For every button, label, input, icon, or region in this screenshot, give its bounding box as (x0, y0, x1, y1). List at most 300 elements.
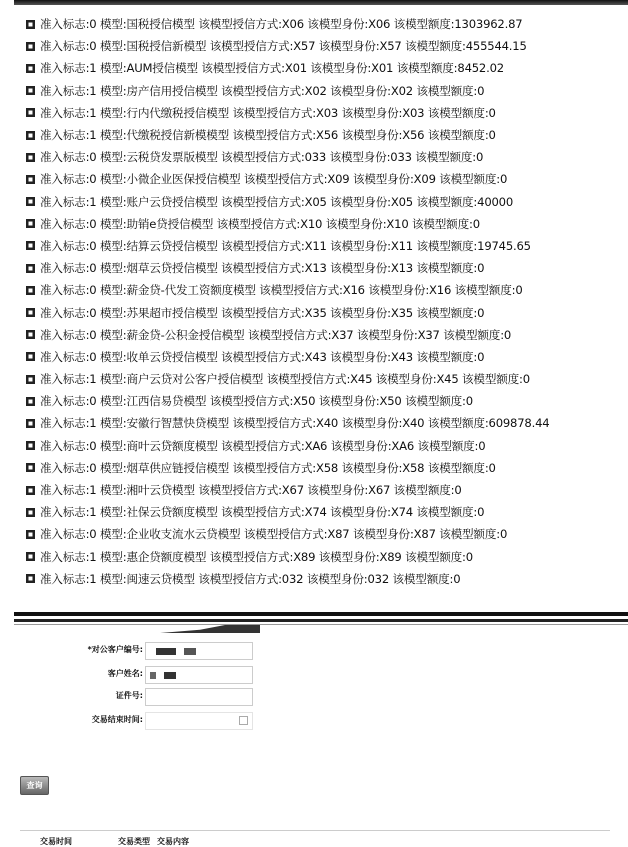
amount-value: 0 (499, 527, 508, 542)
flag-value: 1 (89, 61, 97, 76)
method-value: X02 (304, 83, 327, 98)
redacted-value (156, 648, 176, 655)
flag-value: 0 (89, 150, 97, 165)
divider (14, 612, 628, 616)
model-name: 国税授信模型 (126, 17, 195, 32)
method-label: 该模型授信方式: (229, 416, 316, 431)
square-bullet-icon (26, 552, 35, 561)
amount-label: 该模型额度: (389, 571, 454, 586)
amount-value: 455544.15 (465, 39, 527, 54)
identity-value: X40 (402, 416, 425, 431)
model-label: 模型: (96, 327, 127, 342)
identity-value: X03 (402, 105, 425, 120)
identity-label: 该模型身份: (315, 39, 380, 54)
flag-label: 准入标志: (40, 460, 90, 475)
amount-label: 该模型额度: (401, 549, 466, 564)
flag-label: 准入标志: (40, 571, 90, 586)
amount-label: 该模型额度: (424, 128, 489, 143)
flag-label: 准入标志: (40, 483, 90, 498)
method-value: X16 (342, 283, 365, 298)
model-name: 行内代缴税授信模型 (126, 105, 230, 120)
method-value: X50 (293, 394, 316, 409)
model-list-item (26, 124, 549, 146)
flag-value: 1 (89, 549, 97, 564)
identity-value: X37 (417, 327, 440, 342)
identity-value: X89 (379, 549, 402, 564)
identity-label: 该模型身份: (326, 150, 391, 165)
square-bullet-icon (26, 42, 35, 51)
method-value: X35 (304, 305, 327, 320)
identity-value: 032 (367, 571, 390, 586)
model-label: 模型: (96, 39, 127, 54)
method-label: 该模型授信方式: (229, 460, 316, 475)
query-button[interactable]: 查询 (20, 776, 49, 795)
customer-name-input[interactable] (145, 666, 253, 684)
method-label: 该模型授信方式: (229, 128, 316, 143)
identity-label: 该模型身份: (349, 527, 414, 542)
amount-label: 该模型额度: (412, 238, 478, 253)
amount-label: 该模型额度: (435, 527, 500, 542)
amount-label: 该模型额度: (412, 505, 478, 520)
flag-label: 准入标志: (40, 394, 90, 409)
customer-no-input[interactable] (145, 642, 253, 660)
model-list-item (26, 102, 549, 124)
method-label: 该模型授信方式: (240, 527, 328, 542)
method-value: X89 (293, 549, 316, 564)
model-list-item (26, 57, 549, 79)
amount-label: 该模型额度: (414, 438, 479, 453)
redacted-value (164, 672, 176, 679)
model-label: 模型: (96, 416, 127, 431)
model-list-item (26, 457, 549, 479)
method-label: 该模型授信方式: (217, 261, 305, 276)
model-label: 模型: (96, 394, 127, 409)
model-list-item (26, 301, 549, 323)
model-name: 烟草云贷授信模型 (126, 261, 218, 276)
amount-value: 40000 (477, 194, 514, 209)
amount-value: 0 (475, 150, 484, 165)
flag-value: 0 (89, 394, 97, 409)
redacted-value (150, 672, 156, 679)
amount-value: 0 (465, 394, 473, 409)
identity-label: 该模型身份: (338, 460, 403, 475)
amount-label: 该模型额度: (412, 83, 478, 98)
calendar-icon[interactable] (239, 716, 248, 725)
amount-label: 该模型额度: (458, 372, 523, 387)
end-time-label: 交易结束时间: (91, 715, 143, 724)
amount-value: 8452.02 (457, 61, 504, 76)
amount-label: 该模型额度: (424, 105, 489, 120)
model-name: 苏果超市授信模型 (126, 305, 218, 320)
identity-value: X16 (429, 283, 452, 298)
model-name: 商户云贷对公客户授信模型 (126, 372, 264, 387)
redacted-value (184, 648, 196, 655)
identity-label: 该模型身份: (338, 416, 403, 431)
model-label: 模型: (96, 349, 127, 364)
flag-label: 准入标志: (40, 238, 90, 253)
square-bullet-icon (26, 20, 35, 29)
model-name: 云税贷发票版模型 (126, 150, 218, 165)
model-label: 模型: (96, 305, 127, 320)
method-label: 该模型授信方式: (206, 394, 294, 409)
square-bullet-icon (26, 108, 35, 117)
model-list-item (26, 213, 549, 235)
amount-value: 0 (477, 505, 485, 520)
method-label: 该模型授信方式: (206, 549, 294, 564)
identity-value: X10 (386, 216, 409, 231)
model-name: 收单云贷授信模型 (126, 349, 218, 364)
flag-label: 准入标志: (40, 39, 90, 54)
method-label: 该模型授信方式: (217, 438, 305, 453)
customer-name-row (0, 666, 260, 684)
method-value: X43 (304, 349, 327, 364)
tab-decoration (160, 625, 260, 633)
model-name: 结算云贷授信模型 (126, 238, 218, 253)
flag-value: 1 (89, 83, 97, 98)
flag-label: 准入标志: (40, 305, 90, 320)
method-label: 该模型授信方式: (217, 238, 305, 253)
id-no-row (0, 688, 260, 706)
flag-value: 1 (89, 483, 97, 498)
square-bullet-icon (26, 197, 35, 206)
amount-label: 该模型额度: (390, 483, 455, 498)
method-value: X03 (315, 105, 339, 120)
flag-value: 0 (89, 460, 97, 475)
identity-value: X13 (390, 261, 413, 276)
model-name: 小微企业医保授信模型 (126, 172, 241, 187)
customer-name-label: 客户姓名: (107, 669, 143, 678)
flag-label: 准入标志: (40, 172, 90, 187)
flag-label: 准入标志: (40, 505, 90, 520)
flag-label: 准入标志: (40, 194, 90, 209)
method-label: 该模型授信方式: (217, 83, 305, 98)
amount-label: 该模型额度: (393, 61, 458, 76)
identity-label: 该模型身份: (338, 128, 403, 143)
flag-value: 0 (89, 216, 97, 231)
model-list-item (26, 523, 549, 545)
model-name: 惠企贷额度模型 (126, 549, 207, 564)
identity-label: 该模型身份: (326, 505, 391, 520)
identity-value: X45 (436, 372, 459, 387)
amount-value: 0 (454, 483, 462, 498)
model-name: 商叶云贷额度模型 (126, 438, 218, 453)
model-name: 薪金贷-公积金授信模型 (126, 327, 245, 342)
model-list-item (26, 324, 549, 346)
model-label: 模型: (96, 172, 127, 187)
method-label: 该模型授信方式: (197, 61, 285, 76)
square-bullet-icon (26, 330, 35, 339)
square-bullet-icon (26, 153, 35, 162)
square-bullet-icon (26, 219, 35, 228)
amount-value: 0 (488, 105, 496, 120)
method-value: X45 (350, 372, 373, 387)
identity-value: X05 (390, 194, 413, 209)
identity-value: 033 (390, 150, 412, 165)
amount-value: 0 (477, 261, 485, 276)
square-bullet-icon (26, 286, 35, 295)
method-label: 该模型授信方式: (263, 372, 351, 387)
square-bullet-icon (26, 463, 35, 472)
identity-value: X35 (390, 305, 413, 320)
identity-label: 该模型身份: (303, 17, 369, 32)
amount-value: 0 (488, 460, 496, 475)
flag-value: 1 (89, 571, 97, 586)
amount-value: 0 (465, 549, 473, 564)
table-header-divider (20, 830, 610, 831)
flag-label: 准入标志: (40, 105, 90, 120)
model-label: 模型: (96, 571, 127, 586)
model-label: 模型: (96, 194, 127, 209)
model-list-item (26, 191, 549, 213)
flag-label: 准入标志: (40, 150, 90, 165)
identity-value: X67 (368, 483, 391, 498)
identity-value: X56 (402, 128, 425, 143)
customer-no-label: *对公客户编号: (87, 645, 143, 654)
square-bullet-icon (26, 441, 35, 450)
amount-value: 0 (477, 83, 485, 98)
method-value: X58 (315, 460, 339, 475)
method-value: X57 (293, 39, 316, 54)
flag-value: 0 (89, 283, 97, 298)
identity-label: 该模型身份: (326, 238, 391, 253)
model-list-item (26, 146, 549, 168)
flag-label: 准入标志: (40, 216, 90, 231)
flag-label: 准入标志: (40, 349, 90, 364)
model-label: 模型: (96, 460, 127, 475)
divider (14, 624, 628, 625)
flag-label: 准入标志: (40, 17, 90, 32)
identity-value: X02 (390, 83, 413, 98)
flag-value: 1 (89, 416, 97, 431)
identity-value: X11 (390, 238, 413, 253)
model-label: 模型: (96, 238, 127, 253)
amount-label: 该模型额度: (412, 349, 478, 364)
model-list-item (26, 80, 549, 102)
model-name: 湘叶云贷模型 (126, 483, 195, 498)
square-bullet-icon (26, 397, 35, 406)
identity-value: XA6 (391, 438, 415, 453)
flag-value: 0 (89, 238, 97, 253)
method-value: X67 (281, 483, 304, 498)
flag-value: 0 (89, 39, 97, 54)
identity-label: 该模型身份: (315, 394, 380, 409)
flag-label: 准入标志: (40, 128, 90, 143)
amount-label: 该模型额度: (412, 194, 478, 209)
method-value: X56 (315, 128, 339, 143)
method-value: X37 (331, 327, 354, 342)
square-bullet-icon (26, 264, 35, 273)
identity-value: X87 (413, 527, 436, 542)
model-label: 模型: (96, 372, 127, 387)
square-bullet-icon (26, 508, 35, 517)
flag-label: 准入标志: (40, 416, 90, 431)
method-value: 033 (304, 150, 327, 165)
identity-label: 该模型身份: (364, 283, 430, 298)
square-bullet-icon (26, 86, 35, 95)
flag-value: 0 (89, 438, 97, 453)
method-label: 该模型授信方式: (244, 327, 332, 342)
model-label: 模型: (96, 216, 127, 231)
column-header-type: 交易类型 (118, 837, 150, 846)
flag-value: 1 (89, 105, 97, 120)
method-label: 该模型授信方式: (255, 283, 343, 298)
customer-no-row (0, 642, 260, 660)
square-bullet-icon (26, 530, 35, 539)
model-list-item (26, 568, 549, 590)
model-name: 安徽行智慧快贷模型 (126, 416, 230, 431)
model-list-item (26, 368, 549, 390)
flag-label: 准入标志: (40, 549, 90, 564)
model-label: 模型: (96, 438, 127, 453)
method-value: X13 (304, 261, 327, 276)
flag-value: 1 (89, 372, 97, 387)
method-value: X11 (304, 238, 327, 253)
method-value: X74 (304, 505, 327, 520)
flag-value: 0 (89, 261, 97, 276)
model-name: 企业收支流水云贷模型 (126, 527, 241, 542)
amount-value: 0 (499, 172, 508, 187)
flag-label: 准入标志: (40, 61, 90, 76)
identity-label: 该模型身份: (306, 61, 372, 76)
identity-value: X74 (390, 505, 413, 520)
flag-value: 0 (89, 305, 97, 320)
identity-label: 该模型身份: (372, 372, 437, 387)
model-label: 模型: (96, 17, 127, 32)
amount-label: 该模型额度: (424, 460, 489, 475)
model-list (26, 13, 549, 590)
flag-label: 准入标志: (40, 438, 90, 453)
square-bullet-icon (26, 352, 35, 361)
model-name: 烟草供应链授信模型 (126, 460, 230, 475)
square-bullet-icon (26, 175, 35, 184)
method-value: 032 (281, 571, 304, 586)
top-border (14, 0, 628, 5)
method-label: 该模型授信方式: (194, 483, 282, 498)
amount-value: 0 (453, 571, 461, 586)
amount-value: 0 (477, 349, 485, 364)
amount-label: 该模型额度: (424, 416, 489, 431)
identity-label: 该模型身份: (338, 105, 403, 120)
column-header-time: 交易时间 (40, 837, 72, 846)
method-value: X01 (284, 61, 307, 76)
identity-label: 该模型身份: (326, 194, 391, 209)
method-value: X40 (315, 416, 339, 431)
model-list-item (26, 501, 549, 523)
method-label: 该模型授信方式: (217, 505, 305, 520)
amount-label: 该模型额度: (439, 327, 504, 342)
model-list-item (26, 168, 549, 190)
flag-label: 准入标志: (40, 261, 90, 276)
divider (14, 619, 628, 622)
identity-label: 该模型身份: (303, 483, 369, 498)
amount-value: 0 (478, 438, 486, 453)
model-label: 模型: (96, 549, 127, 564)
flag-value: 1 (89, 505, 97, 520)
identity-value: X50 (379, 394, 402, 409)
amount-label: 该模型额度: (412, 305, 478, 320)
model-label: 模型: (96, 83, 127, 98)
amount-value: 0 (503, 327, 512, 342)
model-list-item (26, 479, 549, 501)
model-list-item (26, 546, 549, 568)
model-list-item (26, 435, 549, 457)
amount-label: 该模型额度: (408, 216, 473, 231)
amount-value: 19745.65 (477, 238, 531, 253)
identity-label: 该模型身份: (349, 172, 414, 187)
model-list-item (26, 412, 549, 434)
flag-value: 0 (89, 17, 97, 32)
amount-label: 该模型额度: (435, 172, 500, 187)
model-name: 社保云贷额度模型 (126, 505, 218, 520)
amount-label: 该模型额度: (390, 17, 455, 32)
model-name: 账户云贷授信模型 (126, 194, 218, 209)
flag-value: 0 (89, 527, 97, 542)
flag-value: 0 (89, 327, 97, 342)
identity-label: 该模型身份: (353, 327, 418, 342)
model-label: 模型: (96, 505, 127, 520)
amount-label: 该模型额度: (411, 150, 476, 165)
method-label: 该模型授信方式: (194, 17, 282, 32)
amount-value: 0 (488, 128, 496, 143)
model-label: 模型: (96, 483, 127, 498)
column-header-content: 交易内容 (157, 837, 189, 846)
method-label: 该模型授信方式: (213, 216, 301, 231)
identity-label: 该模型身份: (326, 349, 391, 364)
model-name: 闽速云贷模型 (126, 571, 195, 586)
identity-value: X57 (379, 39, 402, 54)
flag-label: 准入标志: (40, 283, 90, 298)
identity-label: 该模型身份: (327, 438, 392, 453)
square-bullet-icon (26, 419, 35, 428)
amount-label: 该模型额度: (401, 39, 466, 54)
identity-value: X43 (390, 349, 413, 364)
method-value: X87 (327, 527, 350, 542)
flag-label: 准入标志: (40, 527, 90, 542)
method-value: X05 (304, 194, 327, 209)
method-label: 该模型授信方式: (217, 305, 305, 320)
amount-label: 该模型额度: (451, 283, 516, 298)
model-name: 助销e贷授信模型 (126, 216, 214, 231)
amount-value: 1303962.87 (454, 17, 523, 32)
identity-value: X58 (402, 460, 425, 475)
model-name: 薪金贷-代发工资额度模型 (126, 283, 256, 298)
model-label: 模型: (96, 105, 127, 120)
method-label: 该模型授信方式: (217, 349, 305, 364)
amount-value: 0 (472, 216, 480, 231)
identity-value: X06 (368, 17, 391, 32)
model-list-item (26, 390, 549, 412)
square-bullet-icon (26, 308, 35, 317)
id-no-label: 证件号: (115, 691, 143, 700)
identity-label: 该模型身份: (326, 305, 391, 320)
method-label: 该模型授信方式: (240, 172, 328, 187)
amount-label: 该模型额度: (412, 261, 478, 276)
identity-label: 该模型身份: (303, 571, 368, 586)
amount-value: 0 (477, 305, 485, 320)
id-no-input[interactable] (145, 688, 253, 706)
method-label: 该模型授信方式: (229, 105, 316, 120)
end-time-input[interactable] (145, 712, 253, 730)
model-label: 模型: (96, 61, 127, 76)
identity-label: 该模型身份: (322, 216, 387, 231)
identity-label: 该模型身份: (315, 549, 380, 564)
identity-label: 该模型身份: (326, 83, 391, 98)
model-name: 国税授信新模型 (126, 39, 207, 54)
square-bullet-icon (26, 375, 35, 384)
method-value: X09 (327, 172, 350, 187)
amount-value: 0 (515, 283, 523, 298)
method-value: X06 (281, 17, 304, 32)
